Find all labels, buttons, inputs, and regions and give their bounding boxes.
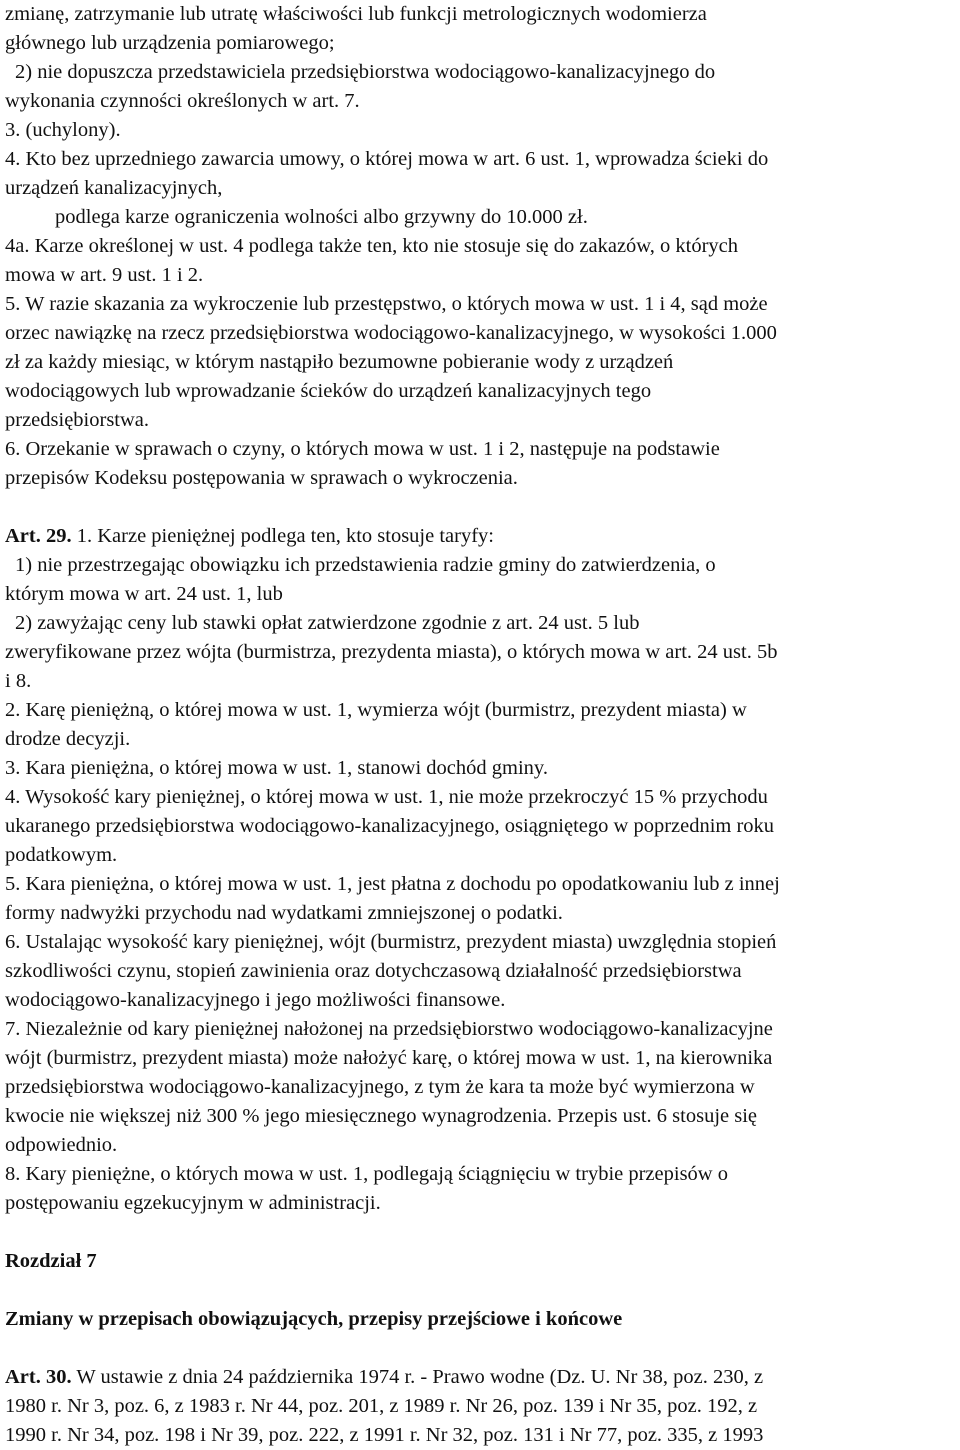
text-line: wodociągowo-kanalizacyjnego i jego możliwości finansowe. [5,989,506,1011]
text-line: podatkowym. [5,844,118,866]
text-line: urządzeń kanalizacyjnych, [5,177,223,199]
text-line: 1980 r. Nr 3, poz. 6, z 1983 r. Nr 44, poz. 201, z 1989 r. Nr 26, poz. 139 i Nr 35, poz. 192, z [5,1395,758,1417]
text-line: drodze decyzji. [5,728,131,750]
text-line: przedsiębiorstwa. [5,409,150,431]
text-line: którym mowa w art. 24 ust. 1, lub [5,583,283,605]
art29-first-line [5,522,955,551]
text-line: i 8. [5,670,32,692]
penalty-line: podlega karze ograniczenia wolności albo grzywny do 10.000 zł. [55,206,588,228]
text-line: formy nadwyżki przychodu nad wydatkami zmniejszonej o podatki. [5,902,563,924]
text-line: zweryfikowane przez wójta (burmistrza, prezydenta miasta), o których mowa w art. 24 ust. 5b [5,641,778,663]
text-line: 3. (uchylony). [5,119,121,141]
chapter-title: Rozdział 7 [5,1250,97,1272]
text-line: 3. Kara pieniężna, o której mowa w ust. 1, stanowi dochód gminy. [5,757,548,779]
text-line: głównego lub urządzenia pomiarowego; [5,32,335,54]
text-line: mowa w art. 9 ust. 1 i 2. [5,264,204,286]
document-page [5,0,955,1450]
text-line: postępowaniu egzekucyjnym w administracji. [5,1192,381,1214]
text-line: wodociągowych lub wprowadzanie ścieków do urządzeń kanalizacyjnych tego [5,380,652,402]
spacer [5,493,955,522]
text-line: 5. Kara pieniężna, o której mowa w ust. 1, jest płatna z dochodu po opodatkowaniu lub z innej [5,873,780,895]
text-line: 4a. Karze określonej w ust. 4 podlega także ten, kto nie stosuje się do zakazów, o których [5,235,739,257]
text-line: 4. Kto bez uprzedniego zawarcia umowy, o której mowa w art. 6 ust. 1, wprowadza ścieki do [5,148,769,170]
text-line: zmianę, zatrzymanie lub utratę właściwości lub funkcji metrologicznych wodomierza [5,3,707,25]
text-line: 4. Wysokość kary pieniężnej, o której mowa w ust. 1, nie może przekroczyć 15 % przychodu [5,786,768,808]
text-line: przedsiębiorstwa wodociągowo-kanalizacyjnego, z tym że kara ta może być wymierzona w [5,1076,755,1098]
text-line: 1990 r. Nr 34, poz. 198 i Nr 39, poz. 222, z 1991 r. Nr 32, poz. 131 i Nr 77, poz. 335, z 1993 [5,1424,764,1446]
spacer [5,1276,955,1305]
text-line: 8. Kary pieniężne, o których mowa w ust. 1, podlegają ściągnięciu w trybie przepisów o [5,1163,728,1185]
text-line: zł za każdy miesiąc, w którym nastąpiło bezumowne pobieranie wody z urządzeń [5,351,674,373]
text-line: 6. Ustalając wysokość kary pieniężnej, wójt (burmistrz, prezydent miasta) uwzględnia stopień [5,931,777,953]
list-item-2: 2) nie dopuszcza przedstawiciela przedsiębiorstwa wodociągowo-kanalizacyjnego do [15,61,716,83]
text-line: wykonania czynności określonych w art. 7. [5,90,360,112]
text-line: 7. Niezależnie od kary pieniężnej nałożonej na przedsiębiorstwo wodociągowo-kanalizacyjne [5,1018,773,1040]
text-line: 2. Karę pieniężną, o której mowa w ust. 1, wymierza wójt (burmistrz, prezydent miasta) w [5,699,747,721]
art30-first-line-text: W ustawie z dnia 24 października 1974 r. - Prawo wodne (Dz. U. Nr 38, poz. 230, z [71,1366,764,1388]
text-line: wójt (burmistrz, prezydent miasta) może nałożyć karę, o której mowa w ust. 1, na kierownika [5,1047,773,1069]
text-line: 5. W razie skazania za wykroczenie lub przestępstwo, o których mowa w ust. 1 i 4, sąd może [5,293,768,315]
art29-item-2: 2) zawyżając ceny lub stawki opłat zatwierdzone zgodnie z art. 24 ust. 5 lub [15,612,640,634]
text-line: ukaranego przedsiębiorstwa wodociągowo-kanalizacyjnego, osiągniętego w poprzednim roku [5,815,775,837]
text-line: przepisów Kodeksu postępowania w sprawach o wykroczenia. [5,467,518,489]
art29-item-1: 1) nie przestrzegając obowiązku ich przedstawienia radzie gminy do zatwierdzenia, o [15,554,716,576]
text-line: szkodliwości czynu, stopień zawinienia oraz dotychczasową działalność przedsiębiorstwa [5,960,742,982]
chapter-subtitle: Zmiany w przepisach obowiązujących, przepisy przejściowe i końcowe [5,1308,623,1330]
text-line: kwocie nie większej niż 300 % jego miesięcznego wynagrodzenia. Przepis ust. 6 stosuje się [5,1105,758,1127]
text-line: 6. Orzekanie w sprawach o czyny, o których mowa w ust. 1 i 2, następuje na podstawie [5,438,720,460]
text-line: orzec nawiązkę na rzecz przedsiębiorstwa wodociągowo-kanalizacyjnego, w wysokości 1.000 [5,322,777,344]
art29-first-line-text: 1. Karze pieniężnej podlega ten, kto stosuje taryfy: [71,525,494,547]
spacer [5,1218,955,1247]
art30-label: Art. 30. [5,1366,72,1388]
spacer [5,1334,955,1363]
art30-first-line [5,1363,955,1392]
text-line: odpowiednio. [5,1134,118,1156]
art29-label: Art. 29. [5,525,72,547]
